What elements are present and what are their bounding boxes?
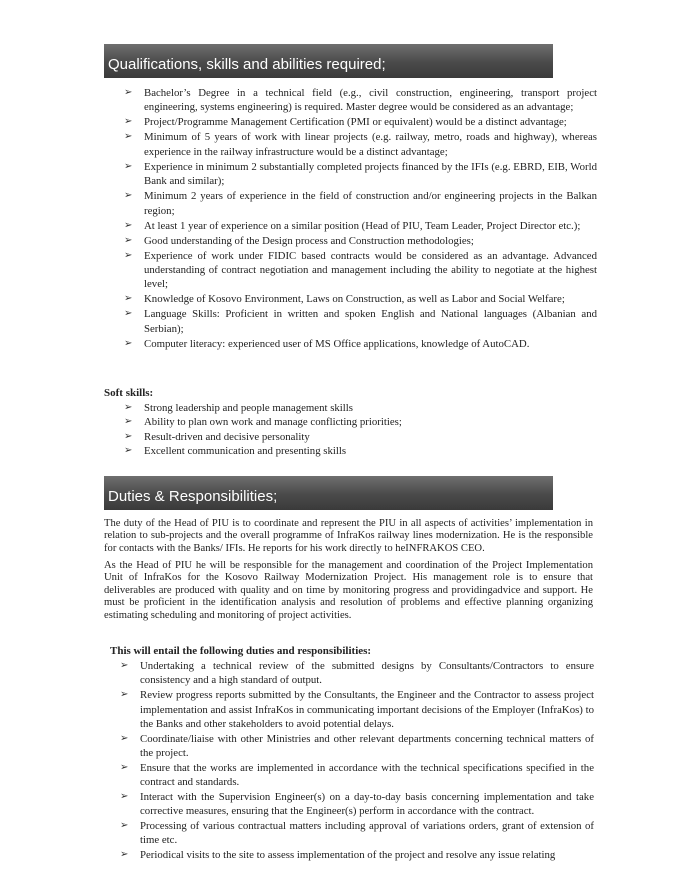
arrow-bullet-icon: ➢: [124, 337, 133, 349]
list-item: [124, 430, 597, 444]
arrow-bullet-icon: ➢: [120, 689, 129, 701]
list-item-text: Project/Programme Management Certification (PMI or equivalent) would be a distinct advantage;: [144, 116, 567, 129]
arrow-bullet-icon: ➢: [124, 219, 133, 231]
arrow-bullet-icon: ➢: [124, 416, 133, 428]
list-item-text: Ability to plan own work and manage conflicting priorities;: [144, 416, 402, 429]
arrow-bullet-icon: ➢: [120, 849, 129, 861]
list-item-text: Strong leadership and people management skills: [144, 402, 353, 414]
arrow-bullet-icon: ➢: [120, 761, 129, 773]
arrow-bullet-icon: ➢: [120, 732, 129, 744]
list-item: [120, 688, 594, 731]
duties-paragraph-1: The duty of the Head of PIU is to coordinate and represent the PIU in all aspects of activities’ implementation in relation to sub-projects and the overall programme of InfraKos railway lines modernization. He is the responsible for contacts with the Banks/ IFIs. He reports for his work directly to heINFRAKOS CEO.: [104, 518, 593, 554]
list-item: [124, 249, 597, 292]
list-item: [124, 415, 597, 429]
soft-skills-list: [124, 401, 597, 459]
list-item: [120, 790, 594, 819]
duties-paragraph-2: As the Head of PIU he will be responsible for the management and coordination of the Project Implementation Unit of InfraKos for the Kosovo Railway Modernization Project. His management role is to ensure that deliverables are produced with quality and on time by monitoring progress and providingadvice and support. He must be proficient in the identification analysis and resolution of problems and effective planning organizing estimating scheduling and monitoring of project activities.: [104, 560, 593, 621]
list-item: [120, 819, 594, 848]
list-item-text: Knowledge of Kosovo Environment, Laws on Construction, as well as Labor and Social Welfare;: [144, 293, 565, 306]
list-item-text: Good understanding of the Design process and Construction methodologies;: [144, 234, 474, 247]
arrow-bullet-icon: ➢: [124, 308, 133, 320]
list-item-text: Coordinate/liaise with other Ministries and other relevant departments concerning technical matters of the project.: [140, 732, 594, 760]
list-item-text: Minimum 2 years of experience in the field of construction and/or engineering projects in the Balkan region;: [144, 190, 597, 217]
list-item-text: Interact with the Supervision Engineer(s) on a day-to-day basis concerning implementation and take corrective measures, ensuring that the Engineer(s) perform in accordance with the contract.: [140, 790, 594, 818]
list-item: [124, 444, 597, 458]
list-item-text: Processing of various contractual matters including approval of variations orders, grant of extension of time etc.: [140, 819, 594, 847]
arrow-bullet-icon: ➢: [120, 819, 129, 831]
list-item-text: Result-driven and decisive personality: [144, 430, 310, 443]
arrow-bullet-icon: ➢: [124, 190, 133, 202]
list-item: [124, 307, 597, 336]
list-item: [124, 337, 597, 351]
list-item-text: Experience in minimum 2 substantially completed projects financed by the IFIs (e.g. EBRD, EIB, World Bank and similar);: [144, 160, 597, 188]
list-item: [124, 219, 597, 233]
list-item: [124, 160, 597, 189]
list-item-text: Experience of work under FIDIC based contracts would be considered as an advantage. Advanced understanding of contract negotiation and management including the ability to negotiate at the highest level;: [144, 249, 597, 291]
duties-list-title: This will entail the following duties and responsibilities:: [110, 645, 372, 657]
arrow-bullet-icon: ➢: [124, 249, 133, 261]
list-item-text: At least 1 year of experience on a similar position (Head of PIU, Team Leader, Project Director etc.);: [144, 219, 581, 232]
arrow-bullet-icon: ➢: [124, 116, 133, 128]
list-item-text: Ensure that the works are implemented in accordance with the technical specifications specified in the contract and standards.: [140, 761, 594, 789]
list-item: [124, 86, 597, 115]
arrow-bullet-icon: ➢: [124, 402, 133, 413]
arrow-bullet-icon: ➢: [124, 131, 133, 143]
list-item: [124, 292, 597, 306]
list-item-text: Language Skills: Proficient in written and spoken English and National languages (Albanian and Serbian);: [144, 308, 597, 335]
list-item: [124, 401, 597, 415]
arrow-bullet-icon: ➢: [124, 87, 133, 98]
list-item-text: Review progress reports submitted by the Consultants, the Engineer and the Contractor to assess project implementation and assist InfraKos in communicating important decisions of the Employer (InfraKos) to the Banks and other stakeholders to avoid potential delays.: [140, 689, 594, 730]
list-item-text: Excellent communication and presenting skills: [144, 445, 347, 458]
arrow-bullet-icon: ➢: [120, 660, 129, 671]
arrow-bullet-icon: ➢: [120, 790, 129, 802]
list-item-text: Minimum of 5 years of work with linear projects (e.g. railway, metro, roads and highway), whereas experience in the railway infrastructure would be a distinct advantage;: [144, 131, 597, 158]
duties-heading: Duties & Responsibilities;: [104, 476, 553, 510]
arrow-bullet-icon: ➢: [124, 160, 133, 172]
list-item: [124, 234, 597, 248]
soft-skills-title: Soft skills:: [104, 387, 154, 399]
arrow-bullet-icon: ➢: [124, 293, 133, 305]
list-item-text: Bachelor’s Degree in a technical field (e.g., civil construction, engineering, transport project engineering, systems engineering) is required. Master degree would be considered as an advantage;: [144, 87, 597, 114]
arrow-bullet-icon: ➢: [124, 445, 133, 457]
arrow-bullet-icon: ➢: [124, 234, 133, 246]
arrow-bullet-icon: ➢: [124, 430, 133, 442]
list-item-text: Computer literacy: experienced user of MS Office applications, knowledge of AutoCAD.: [144, 337, 530, 350]
duties-list: [120, 659, 594, 863]
list-item: [120, 761, 594, 790]
list-item: [124, 189, 597, 218]
list-item: [124, 115, 597, 129]
list-item: [124, 130, 597, 159]
list-item: [120, 659, 594, 688]
list-item-text: Undertaking a technical review of the submitted designs by Consultants/Contractors to ensure consistency and a high standard of output.: [140, 660, 594, 687]
list-item: [120, 848, 594, 862]
qualifications-heading: Qualifications, skills and abilities required;: [104, 44, 553, 78]
qualifications-list: [124, 86, 597, 352]
list-item-text: Periodical visits to the site to assess implementation of the project and resolve any issue relating: [140, 849, 556, 862]
list-item: [120, 732, 594, 761]
